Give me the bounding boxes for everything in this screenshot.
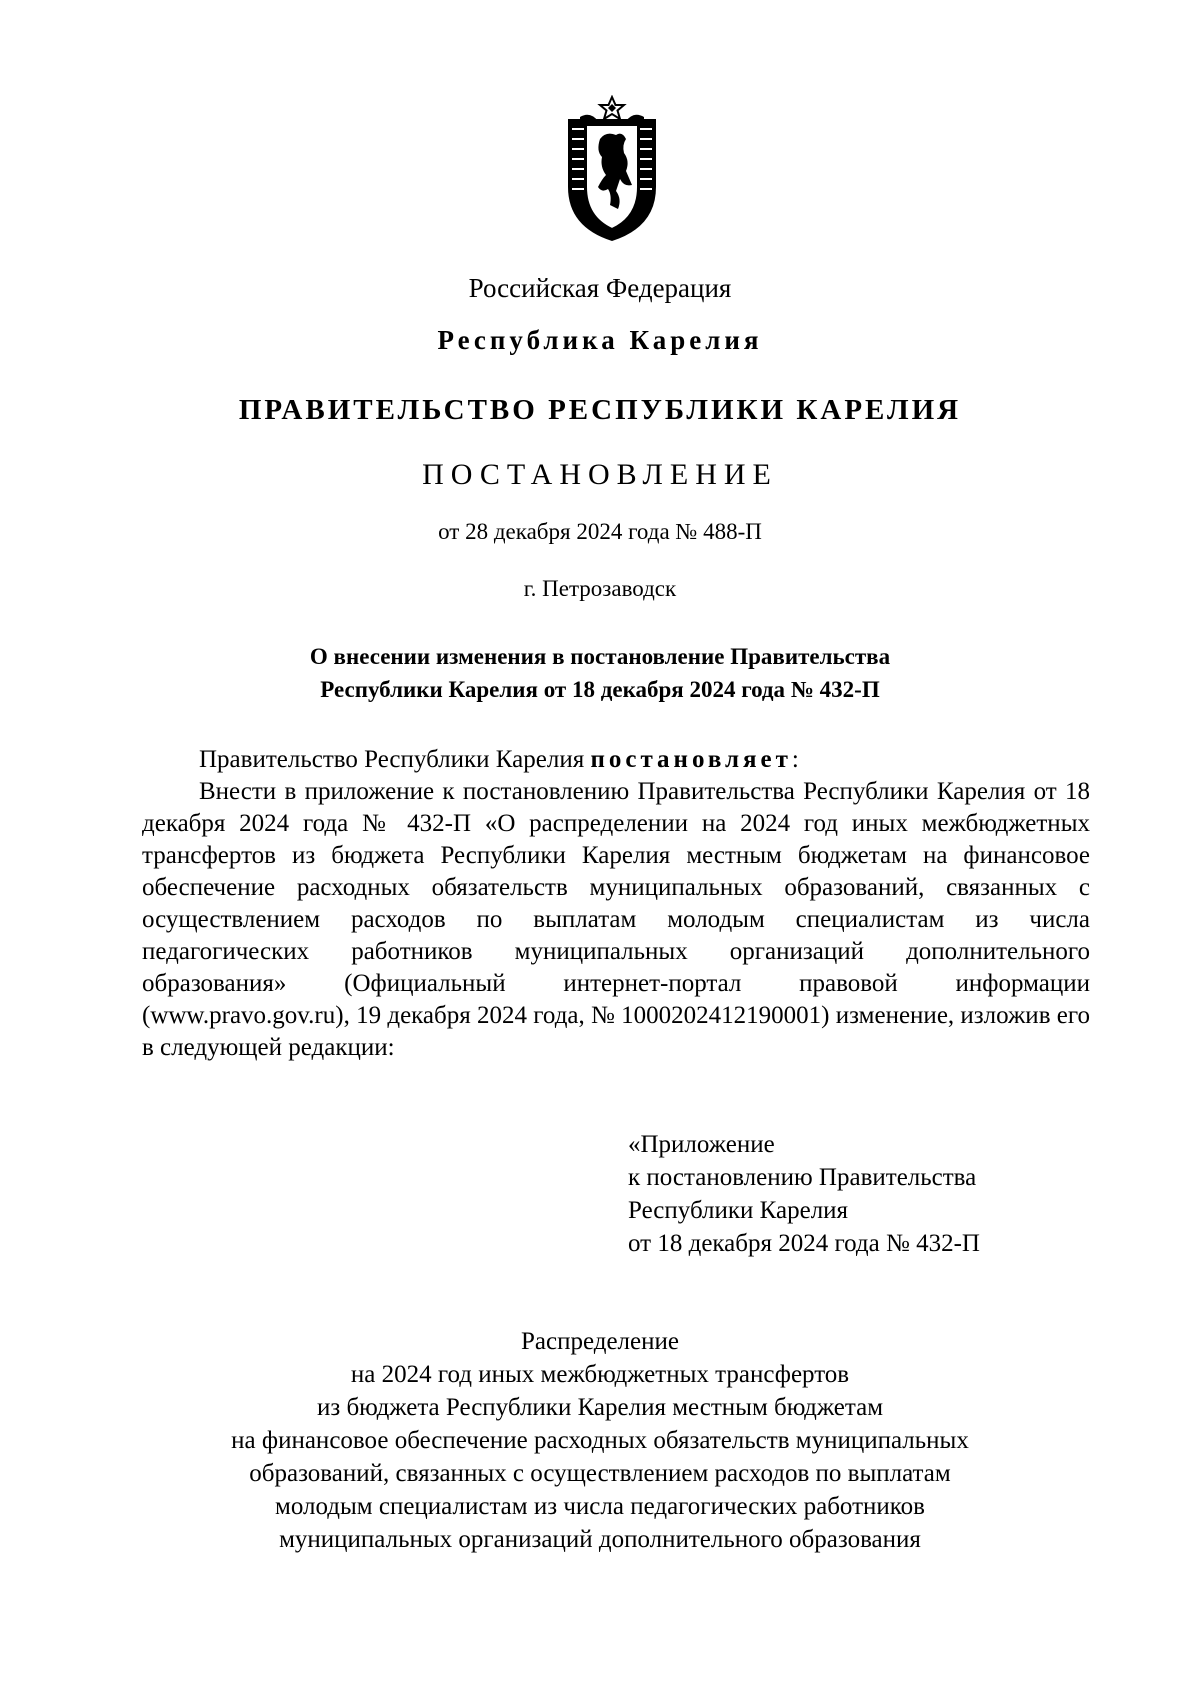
subject-line: Республики Карелия от 18 декабря 2024 года № 432-П [320, 677, 880, 702]
document-date-number: от 28 декабря 2024 года № 488-П [438, 519, 762, 544]
government-name: ПРАВИТЕЛЬСТВО РЕСПУБЛИКИ КАРЕЛИЯ [238, 394, 962, 426]
subject-line: О внесении изменения в постановление Правительства [309, 644, 891, 669]
distribution-title [0, 1325, 1200, 1556]
decree-paragraph: Внести в приложение к постановлению Правительства Республики Карелия от 18 декабря 2024 года № 432-П «О распределении на 2024 год иных межбюджетных трансфертов из бюджета Республики Карелия местным бюджетам на финансовое обеспечение расходных обязательств муниципальных образований, связанных с осуществлением расходов по выплатам молодым специалистам из числа педагогических работников муниципальных организаций дополнительного образования» (Официальный интернет-портал правовой информации (www.pravo.gov.ru), 19 декабря 2024 года, № 1000202412190001) изменение, изложив его в следующей редакции: [142, 778, 1090, 1061]
distribution-line: из бюджета Республики Карелия местным бюджетам [316, 1394, 884, 1421]
distribution-line: образований, связанных с осуществлением расходов по выплатам [249, 1460, 951, 1487]
distribution-line: Распределение [521, 1328, 679, 1355]
decree-verb: постановляет [590, 746, 792, 773]
country-name: Российская Федерация [468, 273, 732, 303]
distribution-line: на 2024 год иных межбюджетных трансфертов [350, 1361, 850, 1388]
decree-lead-prefix: Правительство Республики Карелия [199, 746, 585, 773]
appendix-line: от 18 декабря 2024 года № 432-П [628, 1230, 980, 1257]
appendix-line: Республики Карелия [628, 1197, 849, 1224]
distribution-line: муниципальных организаций дополнительного образования [279, 1526, 921, 1553]
distribution-line: на финансовое обеспечение расходных обязательств муниципальных [231, 1427, 969, 1454]
appendix-line: к постановлению Правительства [628, 1164, 977, 1191]
distribution-line: молодым специалистам из числа педагогических работников [275, 1493, 925, 1520]
appendix-heading [628, 1128, 980, 1260]
decree-lead-suffix: : [791, 746, 799, 773]
document-city: г. Петрозаводск [523, 576, 677, 601]
document-type: ПОСТАНОВЛЕНИЕ [422, 458, 778, 491]
republic-name: Республика Карелия [437, 325, 763, 355]
appendix-line: «Приложение [628, 1131, 775, 1158]
coat-of-arms-emblem [562, 95, 662, 243]
decree-lead [142, 744, 1090, 776]
document-subject [0, 640, 1200, 706]
